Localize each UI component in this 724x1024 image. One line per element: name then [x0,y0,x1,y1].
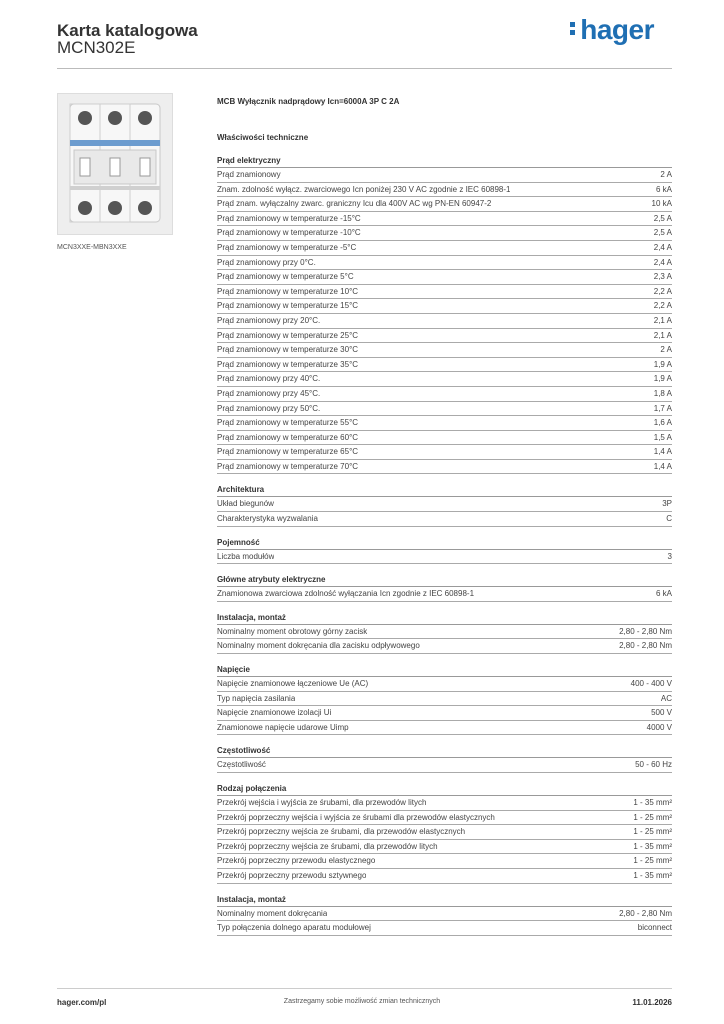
spec-group [217,154,672,474]
spec-row [217,869,672,884]
spec-value: 1,4 A [653,461,672,471]
header-divider [57,68,672,69]
image-caption: MCN3XXE-MBN3XXE [57,244,127,251]
spec-value: 1,5 A [653,432,672,442]
spec-label: Prąd znamionowy przy 50°C. [217,403,321,413]
spec-row [217,431,672,446]
spec-value: 1 - 25 mm² [633,827,672,837]
spec-value: 2,3 A [653,272,672,282]
footer-date: 11.01.2026 [632,998,672,1007]
spec-value: 2,5 A [653,213,672,223]
spec-value: 6 kA [655,184,672,194]
spec-row [217,921,672,936]
spec-label: Przekrój poprzeczny wejścia ze śrubami, dla przewodów elastycznych [217,827,466,837]
spec-row [217,314,672,329]
spec-row [217,677,672,692]
spec-row [217,825,672,840]
spec-row [217,197,672,212]
spec-value: 3 [667,551,672,561]
spec-label: Typ połączenia dolnego aparatu modułowej [217,923,371,933]
spec-value: 2 A [660,170,672,179]
spec-value: biconnect [637,923,672,933]
spec-group-title: Rodzaj połączenia [217,782,672,796]
spec-row [217,270,672,285]
spec-row [217,329,672,344]
circuit-breaker-icon [58,94,172,234]
spec-value: 10 kA [651,199,672,209]
spec-label: Prąd znam. wyłączalny zwarc. graniczny Icu dla 400V AC wg PN-EN 60947-2 [217,199,492,209]
product-title: MCB Wyłącznik nadprądowy Icn=6000A 3P C 2A [217,97,400,106]
logo-text: hager [580,14,654,45]
spec-group-title: Instalacja, montaż [217,611,672,625]
footer-divider [57,988,672,989]
spec-value: 1 - 35 mm² [633,841,672,851]
spec-label: Nominalny moment dokręcania [217,908,328,918]
spec-row [217,706,672,721]
spec-label: Prąd znamionowy w temperaturze -10°C [217,228,361,238]
spec-row [217,796,672,811]
spec-row [217,692,672,707]
spec-label: Przekrój poprzeczny wejścia i wyjścia ze śrubami dla przewodów elastycznych [217,812,495,822]
spec-label: Charakterystyka wyzwalania [217,514,318,524]
spec-value: 1 - 25 mm² [633,856,672,866]
spec-group [217,663,672,735]
spec-row [217,811,672,826]
spec-row [217,358,672,373]
spec-label: Prąd znamionowy w temperaturze 35°C [217,359,359,369]
spec-row [217,445,672,460]
spec-value: 3P [662,499,672,509]
spec-value: 1,4 A [653,447,672,457]
spec-row [217,256,672,271]
spec-value: AC [660,693,672,703]
spec-label: Prąd znamionowy przy 40°C. [217,374,321,384]
spec-group-title: Architektura [217,483,672,497]
spec-row [217,854,672,869]
spec-value: 1,8 A [653,388,672,398]
spec-row [217,497,672,512]
spec-group [217,573,672,602]
spec-value: 1 - 35 mm² [633,798,672,807]
spec-group [217,744,672,773]
spec-value: 2,1 A [653,330,672,340]
spec-group-title: Pojemność [217,536,672,550]
spec-value: 1,7 A [653,403,672,413]
spec-row [217,512,672,527]
spec-row [217,721,672,736]
spec-row [217,168,672,183]
spec-value: 500 V [651,708,672,718]
spec-label: Nominalny moment obrotowy górny zacisk [217,626,368,636]
footer-disclaimer: Zastrzegamy sobie możliwość zmian technicznych [283,998,441,1005]
spec-label: Znamionowa zwarciowa zdolność wyłączania Icn zgodnie z IEC 60898-1 [217,589,475,599]
spec-group-title: Główne atrybuty elektryczne [217,573,672,587]
spec-label: Znam. zdolność wyłącz. zwarciowego Icn poniżej 230 V AC zgodnie z IEC 60898-1 [217,184,511,194]
spec-label: Napięcie znamionowe izolacji Ui [217,708,332,718]
spec-value: 4000 V [646,722,672,732]
spec-group-title: Częstotliwość [217,744,672,758]
spec-value: 1,6 A [653,418,672,428]
spec-label: Typ napięcia zasilania [217,693,296,703]
spec-group [217,536,672,565]
spec-groups [217,154,672,936]
spec-label: Przekrój poprzeczny przewodu sztywnego [217,870,367,880]
spec-group-title: Napięcie [217,663,672,677]
product-code: MCN302E [57,38,136,57]
spec-label: Liczba modułów [217,551,275,561]
spec-value: 1 - 25 mm² [633,812,672,822]
spec-label: Prąd znamionowy w temperaturze 25°C [217,330,359,340]
spec-value: 2 A [660,345,672,355]
spec-row [217,639,672,654]
spec-label: Prąd znamionowy w temperaturze 55°C [217,418,359,428]
spec-value: 400 - 400 V [630,679,672,689]
spec-row [217,587,672,602]
spec-row [217,299,672,314]
spec-row [217,550,672,565]
spec-value: 2,2 A [653,301,672,311]
spec-label: Prąd znamionowy przy 0°C. [217,257,316,267]
spec-row [217,460,672,475]
spec-label: Prąd znamionowy w temperaturze 5°C [217,272,354,282]
spec-row [217,840,672,855]
spec-value: 2,80 - 2,80 Nm [619,908,672,918]
spec-label: Prąd znamionowy w temperaturze -15°C [217,213,361,223]
spec-group [217,611,672,654]
spec-group [217,893,672,936]
spec-row [217,416,672,431]
spec-row [217,372,672,387]
spec-label: Prąd znamionowy w temperaturze 65°C [217,447,359,457]
spec-value: 2,4 A [653,242,672,252]
spec-group-title: Prąd elektryczny [217,154,672,168]
spec-label: Przekrój poprzeczny wejścia ze śrubami, dla przewodów litych [217,841,438,851]
spec-row [217,625,672,640]
spec-row [217,343,672,358]
hager-logo [570,14,654,46]
spec-group-title: Instalacja, montaż [217,893,672,907]
spec-row [217,758,672,773]
spec-value: 1 - 35 mm² [633,870,672,880]
spec-label: Prąd znamionowy w temperaturze 60°C [217,432,359,442]
spec-group [217,782,672,884]
spec-label: Nominalny moment dokręcania dla zacisku odpływowego [217,641,420,651]
spec-value: 1,9 A [653,374,672,384]
page-title: Karta katalogowa [57,21,198,40]
spec-label: Prąd znamionowy w temperaturze 10°C [217,286,359,296]
spec-value: 2,5 A [653,228,672,238]
spec-label: Prąd znamionowy [217,170,281,179]
footer-website: hager.com/pl [57,998,107,1007]
spec-row [217,226,672,241]
spec-value: 1,9 A [653,359,672,369]
spec-label: Przekrój wejścia i wyjścia ze śrubami, dla przewodów litych [217,798,427,807]
spec-label: Znamionowe napięcie udarowe Uimp [217,722,349,732]
section-title: Właściwości techniczne [217,133,309,142]
spec-label: Przekrój poprzeczny przewodu elastycznego [217,856,376,866]
spec-label: Prąd znamionowy przy 20°C. [217,315,321,325]
spec-label: Prąd znamionowy w temperaturze 70°C [217,461,359,471]
spec-value: 2,80 - 2,80 Nm [619,626,672,636]
spec-value: C [666,514,672,524]
spec-label: Układ biegunów [217,499,274,509]
spec-row [217,402,672,417]
spec-value: 2,2 A [653,286,672,296]
spec-value: 2,80 - 2,80 Nm [619,641,672,651]
product-image [57,93,173,235]
spec-label: Prąd znamionowy przy 45°C. [217,388,321,398]
spec-row [217,212,672,227]
spec-label: Prąd znamionowy w temperaturze 30°C [217,345,359,355]
spec-row [217,387,672,402]
spec-row [217,241,672,256]
spec-value: 2,1 A [653,315,672,325]
spec-content [217,95,672,945]
spec-group [217,483,672,526]
spec-label: Prąd znamionowy w temperaturze 15°C [217,301,359,311]
spec-label: Napięcie znamionowe łączeniowe Ue (AC) [217,679,369,689]
spec-value: 6 kA [655,589,672,599]
spec-value: 50 - 60 Hz [635,760,672,770]
logo-dots-icon [570,19,577,38]
spec-value: 2,4 A [653,257,672,267]
spec-label: Prąd znamionowy w temperaturze -5°C [217,242,357,252]
spec-label: Częstotliwość [217,760,266,770]
spec-row [217,907,672,922]
spec-row [217,285,672,300]
spec-row [217,183,672,198]
